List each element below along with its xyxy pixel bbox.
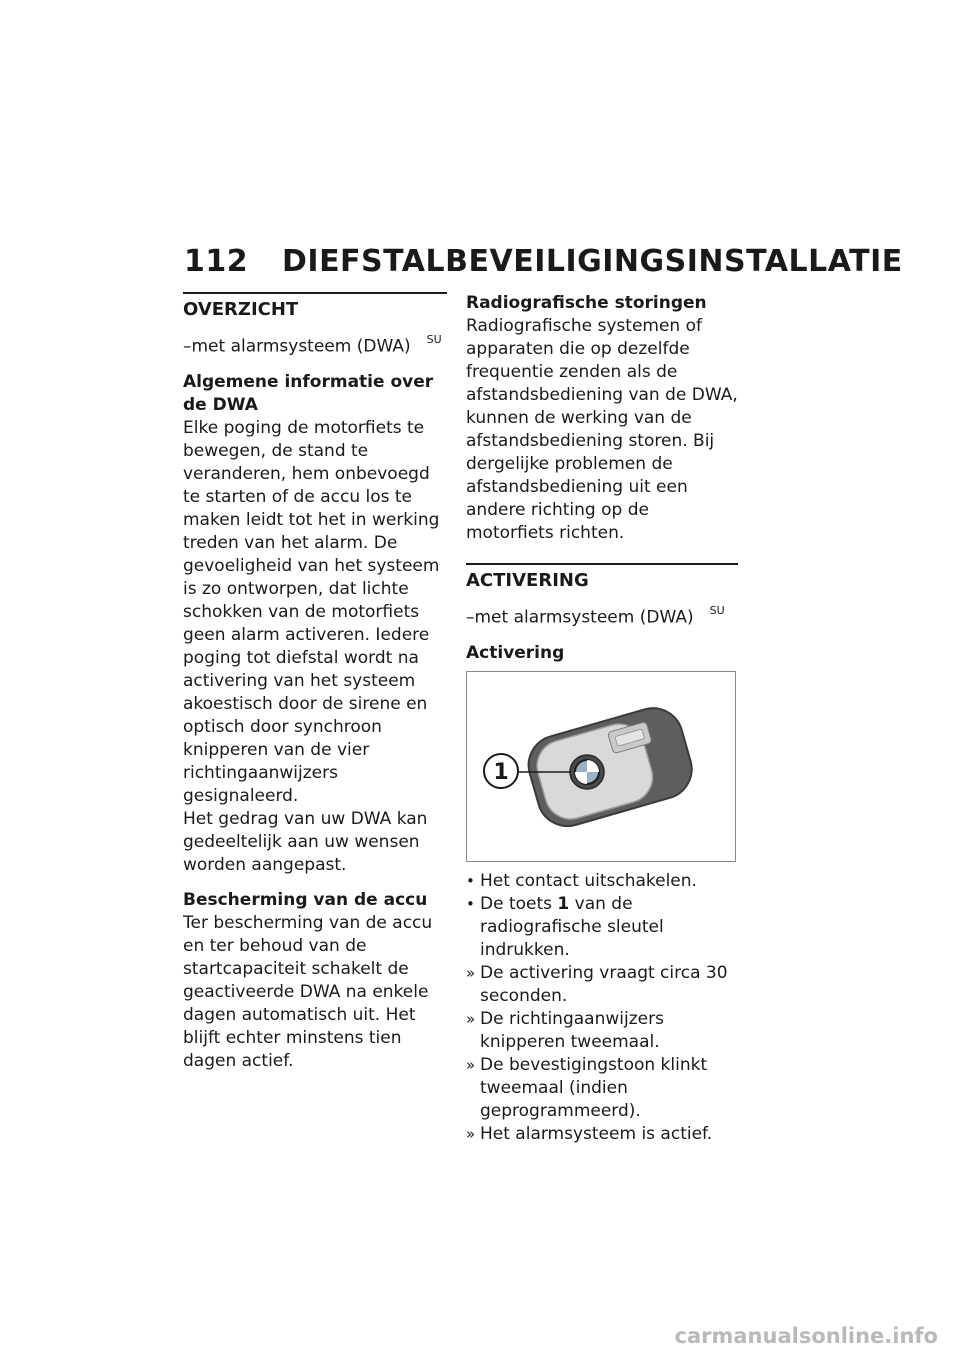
equipment-code: SU <box>709 604 725 617</box>
subheading-general-info: Algemene informatie over de DWA <box>183 371 434 415</box>
procedure-title: Activering <box>466 642 565 663</box>
chapter-title: DIEFSTALBEVEILIGINGSINSTALLATIE <box>282 244 903 279</box>
equipment-code: SU <box>426 333 442 346</box>
section-title-overzicht: OVERZICHT <box>183 299 299 320</box>
applies-line <box>466 601 738 630</box>
section-rule <box>466 563 738 565</box>
applies-text: –met alarmsysteem (DWA) <box>183 336 411 357</box>
left-column <box>183 292 447 1073</box>
applies-line <box>183 330 447 359</box>
subheading-battery-protection: Bescherming van de accu <box>183 889 428 910</box>
paragraph-radio-interference: Radiografische systemen of apparaten die op dezelfde frequentie zenden als de afstandsbediening van de DWA, kunnen de werking van de afstandsbediening storen. Bij dergelijke problemen de afstandsbediening uit een andere richting op de motorfiets richten. <box>466 316 738 543</box>
watermark: carmanualsonline.info <box>674 1324 938 1348</box>
page-number: 112 <box>184 244 249 279</box>
applies-text: –met alarmsysteem (DWA) <box>466 607 694 628</box>
subheading-radio-interference: Radiografische storingen <box>466 293 707 313</box>
key-fob-drawing <box>467 672 735 861</box>
page-header <box>184 244 903 279</box>
section-rule <box>183 292 447 294</box>
callout-1-label: 1 <box>493 759 509 785</box>
step-item: • Het contact uitschakelen. <box>466 870 697 891</box>
step-item: » De activering vraagt circa 30 seconden. <box>466 962 728 1006</box>
step-item: » Het alarmsysteem is actief. <box>466 1123 713 1144</box>
paragraph-battery-protection: Ter bescherming van de accu en ter behoud van de startcapaciteit schakelt de geactiveerde DWA na enkele dagen automatisch uit. Het blijft echter minstens tien dagen actief. <box>183 912 433 1071</box>
step-item: • De toets 1 van de radiografische sleutel indrukken. <box>466 893 664 960</box>
procedure-steps <box>466 870 738 1146</box>
callout-reference: 1 <box>557 893 570 914</box>
section-title-activering: ACTIVERING <box>466 570 589 591</box>
step-item: » De richtingaanwijzers knipperen tweemaal. <box>466 1008 664 1052</box>
step-item: » De bevestigingstoon klinkt tweemaal (indien geprogrammeerd). <box>466 1054 708 1121</box>
paragraph-general-info: Elke poging de motorfiets te bewegen, de stand te veranderen, hem onbevoegd te starten of de accu los te maken leidt tot het in werking treden van het alarm. De gevoeligheid van het systeem is zo ontworpen, dat lichte schokken van de motorfiets geen alarm activeren. Iedere poging tot diefstal wordt na activering van het systeem akoestisch door de sirene en optisch door synchroon knipperen van de vier richtingaanwijzers gesignaleerd. <box>183 417 440 806</box>
paragraph-customization: Het gedrag van uw DWA kan gedeeltelijk aan uw wensen worden aangepast. <box>183 808 428 875</box>
right-column <box>466 292 738 1146</box>
key-fob-illustration <box>466 671 736 862</box>
